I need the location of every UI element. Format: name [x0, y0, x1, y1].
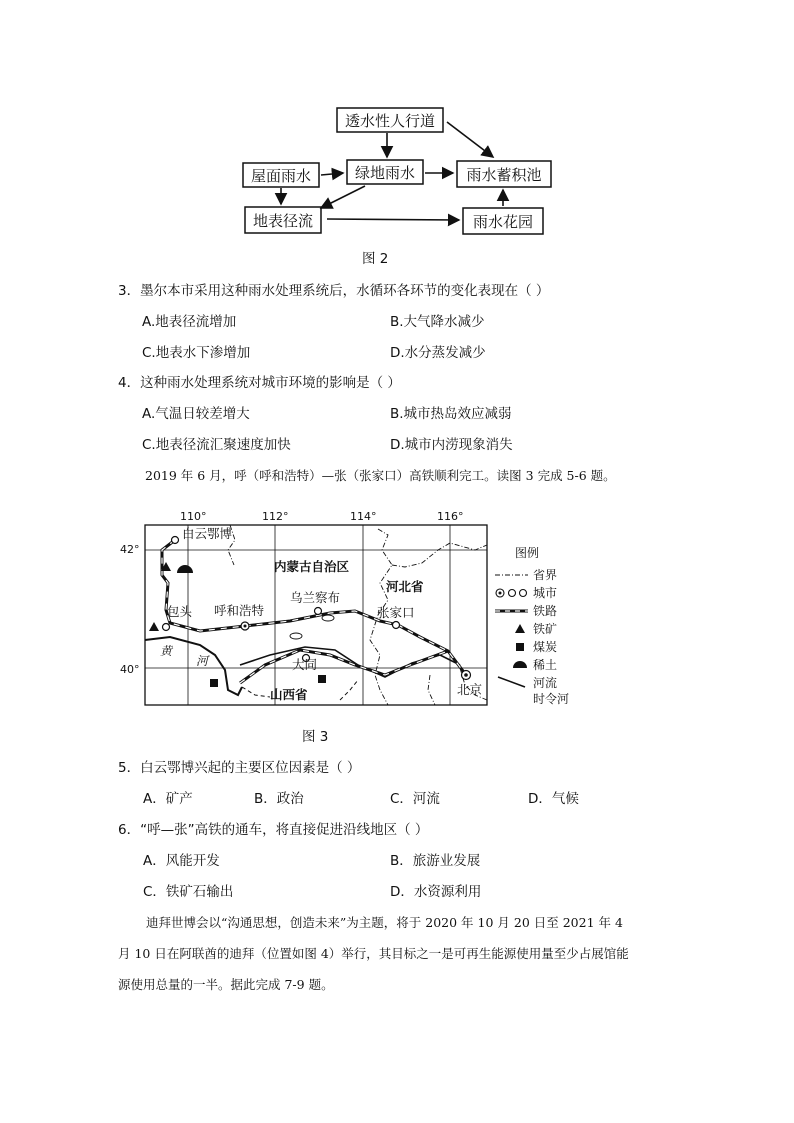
legend-rare-earth: 稀土: [533, 658, 558, 672]
box-roof: [243, 163, 319, 187]
legend-river: 河流: [533, 676, 558, 690]
svg-text:绿地雨水: 绿地雨水: [354, 164, 416, 182]
intro-7-9-line-3: 源使用总量的一半。据此完成 7-9 题。: [118, 977, 334, 992]
label-yellow-river-1: 黄: [160, 644, 173, 658]
question-3-stem: 3．墨尔本市采用这种雨水处理系统后，水循环各环节的变化表现在（ ）: [118, 283, 550, 299]
question-4-option-b: B.城市热岛效应减弱: [390, 406, 512, 422]
question-4-option-a: A.气温日较差增大: [142, 406, 250, 422]
question-3-option-d: D.水分蒸发减少: [390, 345, 486, 361]
lon-label-110: 110°: [180, 510, 207, 523]
lat-label-42: 42°: [120, 543, 140, 556]
question-6-stem: 6．“呼—张”高铁的通车，将直接促进沿线地区（ ）: [118, 822, 429, 838]
label-datong: 大同: [292, 657, 318, 672]
question-5-option-b: B．政治: [254, 791, 304, 807]
svg-text:雨水花园: 雨水花园: [472, 213, 534, 231]
legend-iron: 铁矿: [533, 622, 558, 636]
legend-boundary: 省界: [533, 568, 558, 582]
legend-railway: 铁路: [533, 604, 558, 618]
label-neimenggu: 内蒙古自治区: [274, 559, 350, 574]
intro-7-9-line-1: 迪拜世博会以“沟通思想，创造未来”为主题，将于 2020 年 10 月 20 日至 2021 年 4: [146, 915, 623, 930]
question-6-option-d: D．水资源利用: [390, 884, 482, 900]
city-baotou: [163, 624, 170, 631]
label-yellow-river-2: 河: [196, 654, 209, 668]
question-4-option-c: C.地表径流汇聚速度加快: [142, 437, 291, 453]
legend-title: 图例: [515, 546, 540, 560]
figure-2-diagram: [235, 100, 565, 240]
legend-seasonal-river: 时令河: [533, 692, 570, 706]
coal-icon-2: [318, 675, 326, 683]
question-3-option-c: C.地表水下渗增加: [142, 345, 251, 361]
city-baiyun: [172, 537, 179, 544]
svg-text:地表径流: 地表径流: [252, 212, 314, 230]
svg-text:屋面雨水: 屋面雨水: [250, 167, 312, 185]
label-wulanchabu: 乌兰察布: [290, 590, 341, 605]
figure-3-map: [120, 505, 600, 715]
question-3-option-a: A.地表径流增加: [142, 314, 237, 330]
question-6-option-a: A．风能开发: [143, 853, 220, 869]
coal-icon: [210, 679, 218, 687]
intro-5-6: 2019 年 6 月，呼（呼和浩特）—张（张家口）高铁顺利完工。读图 3 完成 5-6 题。: [145, 468, 616, 483]
label-beijing: 北京: [457, 682, 483, 697]
question-3-option-b: B.大气降水减少: [390, 314, 485, 330]
map-legend: [495, 545, 569, 706]
svg-text:雨水蓄积池: 雨水蓄积池: [466, 166, 542, 184]
question-5-option-d: D．气候: [528, 791, 579, 807]
box-green: [347, 160, 423, 184]
question-6-option-b: B．旅游业发展: [390, 853, 481, 869]
legend-coal: 煤炭: [533, 640, 558, 654]
svg-text:透水性人行道: 透水性人行道: [344, 112, 436, 130]
label-baotou: 包头: [167, 604, 193, 619]
question-5-option-c: C．河流: [390, 791, 440, 807]
label-hebei: 河北省: [386, 579, 424, 594]
lat-label-40: 40°: [120, 663, 140, 676]
city-beijing-dot: [464, 673, 468, 677]
lon-label-112: 112°: [262, 510, 289, 523]
figure-2-caption: 图 2: [362, 251, 389, 267]
box-garden: [463, 208, 543, 234]
figure-3-caption: 图 3: [302, 729, 329, 745]
question-6-option-c: C．铁矿石输出: [143, 884, 234, 900]
question-4-stem: 4．这种雨水处理系统对城市环境的影响是（ ）: [118, 375, 401, 391]
city-wulanchabu: [315, 608, 322, 615]
question-4-option-d: D.城市内涝现象消失: [390, 437, 513, 453]
label-zhangjiakou: 张家口: [377, 605, 415, 620]
lon-label-116: 116°: [437, 510, 464, 523]
legend-city: 城市: [533, 586, 558, 600]
box-permeable: [337, 108, 443, 132]
city-huhehaote-dot: [244, 625, 247, 628]
label-huhehaote: 呼和浩特: [214, 603, 265, 618]
lon-label-114: 114°: [350, 510, 377, 523]
label-baiyun: 白云鄂博: [182, 526, 233, 541]
label-shanxi: 山西省: [270, 687, 308, 702]
question-5-stem: 5．白云鄂博兴起的主要区位因素是（ ）: [118, 760, 361, 776]
box-pool: [457, 161, 551, 187]
box-runoff: [245, 207, 321, 233]
city-zhangjiakou: [393, 622, 400, 629]
intro-7-9-line-2: 月 10 日在阿联酋的迪拜（位置如图 4）举行，其目标之一是可再生能源使用量至少占展馆能: [118, 946, 629, 961]
question-5-option-a: A．矿产: [143, 791, 193, 807]
